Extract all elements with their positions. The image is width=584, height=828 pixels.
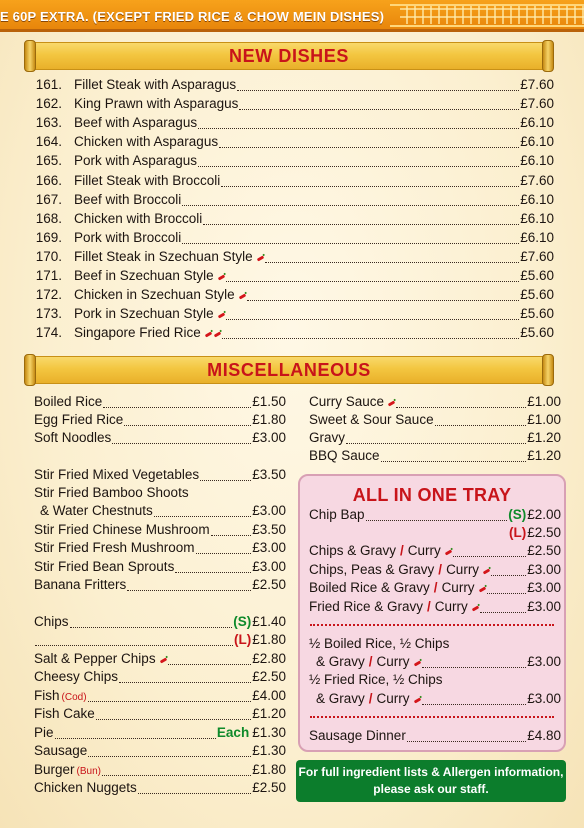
item-price: £7.60 — [520, 96, 554, 112]
item-name: Sweet & Sour Sauce — [309, 412, 434, 427]
item-price: £3.00 — [527, 580, 561, 595]
leader-dots — [35, 634, 233, 646]
item-note: (Bun) — [76, 766, 101, 777]
allergen-line-2: please ask our staff. — [373, 782, 489, 796]
list-item — [0, 411, 286, 430]
item-price: £2.50 — [252, 669, 286, 684]
list-item — [309, 727, 561, 746]
item-price: £2.50 — [252, 780, 286, 795]
leader-dots — [487, 582, 527, 594]
item-name: BBQ Sauce — [309, 448, 380, 463]
item-price: £6.10 — [520, 191, 554, 207]
leader-dots — [226, 308, 520, 320]
list-item — [309, 579, 561, 598]
item-name: ½ Boiled Rice, ½ Chips — [309, 636, 450, 651]
leader-dots — [182, 232, 519, 244]
chili-icon — [214, 332, 222, 338]
list-item — [0, 466, 286, 485]
list-item — [0, 324, 554, 343]
chili-icon — [388, 400, 396, 406]
item-name: Beef with Asparagus — [74, 115, 198, 131]
tray-divider — [310, 624, 554, 626]
leader-dots — [175, 561, 251, 573]
leader-dots — [154, 505, 251, 517]
item-price: £3.00 — [527, 654, 561, 669]
item-name: Pie — [34, 725, 54, 740]
item-price: £3.00 — [252, 540, 286, 555]
item-name: Soft Noodles — [34, 430, 112, 445]
leader-dots — [480, 601, 526, 613]
item-number: 161. — [35, 77, 62, 92]
item-name: Burger — [34, 762, 75, 777]
item-name: Beef with Broccoli — [74, 191, 182, 207]
allergen-line-1: For full ingredient lists & Allergen information, — [298, 765, 564, 779]
item-name: & Gravy — [316, 654, 365, 669]
item-name: & Gravy — [316, 691, 365, 706]
item-name: Fish — [34, 688, 60, 703]
list-item — [0, 191, 554, 210]
item-name: Curry — [407, 543, 441, 558]
chili-icon — [445, 549, 453, 555]
list-item — [0, 502, 286, 521]
item-number: 165. — [35, 153, 62, 169]
item-name: Chicken in Szechuan Style — [74, 287, 235, 303]
slash-separator: / — [433, 580, 438, 595]
section-title: MISCELLANEOUS — [207, 360, 371, 380]
item-price: £6.10 — [520, 229, 554, 245]
item-price: £6.10 — [520, 210, 554, 226]
leader-dots — [88, 690, 252, 702]
item-name: Chicken with Asparagus — [74, 134, 219, 150]
leader-dots — [138, 782, 251, 794]
item-name: Boiled Rice & Gravy — [309, 580, 430, 595]
leader-dots — [55, 727, 216, 739]
item-name: Chip Bap — [309, 507, 365, 522]
leader-dots — [222, 327, 519, 339]
item-price: £3.00 — [252, 430, 286, 445]
list-item — [0, 210, 554, 229]
item-name: Fillet Steak with Asparagus — [74, 77, 237, 92]
item-price: £1.30 — [252, 725, 286, 740]
list-item — [309, 598, 561, 617]
item-name: Stir Fried Bean Sprouts — [34, 559, 175, 574]
item-price: £3.00 — [527, 562, 561, 577]
leader-dots — [198, 117, 519, 129]
leader-dots — [237, 79, 519, 91]
leader-dots — [103, 396, 251, 408]
list-item — [0, 133, 554, 152]
list-item — [0, 229, 554, 248]
item-price: £5.60 — [520, 306, 554, 322]
item-name: Pork with Asparagus — [74, 153, 198, 169]
leader-dots — [102, 764, 251, 776]
item-name: Curry — [376, 691, 410, 706]
leader-dots — [127, 579, 251, 591]
section-title: NEW DISHES — [228, 46, 349, 66]
list-item — [0, 539, 286, 558]
item-name: King Prawn with Asparagus — [74, 96, 239, 112]
leader-dots — [435, 414, 527, 426]
item-name: Chips, Peas & Gravy — [309, 562, 435, 577]
item-name: Beef in Szechuan Style — [74, 268, 214, 283]
leader-dots — [381, 450, 527, 462]
item-name: Singapore Fried Rice — [74, 325, 201, 341]
list-item — [309, 447, 561, 466]
chili-icon — [238, 294, 246, 300]
item-number: 170. — [35, 248, 62, 264]
list-item — [0, 152, 554, 171]
list-item — [0, 76, 554, 95]
leader-dots — [239, 98, 519, 110]
item-name: Fillet Steak in Szechuan Style — [74, 248, 253, 264]
list-item — [0, 114, 554, 133]
list-item — [0, 521, 286, 540]
item-price: £2.50 — [252, 577, 286, 592]
list-item — [0, 613, 286, 632]
item-price: £3.00 — [252, 559, 286, 574]
size-label: (L) — [233, 632, 252, 647]
item-name: Fried Rice & Gravy — [309, 599, 424, 614]
list-item — [309, 506, 561, 525]
item-name: Fish Cake — [34, 706, 95, 721]
slash-separator: / — [368, 654, 373, 669]
list-item — [0, 286, 554, 305]
item-name: Gravy — [309, 430, 346, 445]
list-item — [0, 393, 286, 412]
item-number: 164. — [35, 134, 62, 150]
leader-dots — [124, 414, 251, 426]
item-price: £2.00 — [527, 507, 561, 522]
chili-icon — [256, 255, 264, 261]
list-item — [309, 653, 561, 672]
leader-dots — [182, 194, 519, 206]
item-name: Pork in Szechuan Style — [74, 306, 214, 322]
item-name: Banana Fritters — [34, 577, 127, 592]
item-price: £1.20 — [527, 430, 561, 445]
item-name: Egg Fried Rice — [34, 412, 124, 427]
item-name: & Water Chestnuts — [40, 503, 153, 518]
item-price: £1.30 — [252, 743, 286, 758]
list-item — [0, 172, 554, 191]
leader-dots — [221, 175, 519, 187]
leader-dots — [396, 396, 526, 408]
item-name: Sausage Dinner — [309, 728, 406, 743]
slash-separator: / — [427, 599, 431, 614]
item-price: £4.80 — [527, 728, 561, 743]
list-item — [309, 429, 561, 448]
leader-dots — [211, 524, 252, 536]
list-item — [0, 742, 286, 761]
item-name: Sausage — [34, 743, 88, 758]
item-price: £6.10 — [520, 134, 554, 150]
chili-icon — [478, 586, 486, 592]
leader-dots — [219, 136, 519, 148]
leader-dots — [407, 730, 526, 742]
item-number: 174. — [35, 325, 62, 341]
item-price: £5.60 — [520, 268, 554, 283]
item-price: £6.10 — [520, 115, 554, 131]
item-price: £1.80 — [252, 412, 286, 427]
list-item — [309, 411, 561, 430]
item-name: Chicken with Broccoli — [74, 210, 203, 226]
list-item — [309, 524, 561, 543]
fret-border — [390, 25, 584, 27]
list-item — [0, 576, 286, 595]
misc-header — [24, 354, 554, 386]
item-number: 169. — [35, 229, 62, 245]
list-item — [309, 690, 561, 709]
chili-icon — [413, 660, 421, 666]
item-price: £1.40 — [252, 614, 286, 629]
tray-title: ALL IN ONE TRAY — [352, 485, 512, 505]
item-name: Pork with Broccoli — [74, 229, 182, 245]
chili-icon — [217, 313, 225, 319]
leader-dots — [422, 693, 527, 705]
leader-dots — [196, 542, 252, 554]
list-item — [0, 779, 286, 798]
item-name: Chips & Gravy — [309, 543, 397, 558]
list-item — [0, 248, 554, 267]
list-item — [0, 558, 286, 577]
item-price: £3.00 — [527, 691, 561, 706]
allergen-notice — [296, 760, 566, 802]
item-number: 166. — [35, 172, 62, 188]
list-item — [309, 561, 561, 580]
fret-pattern — [400, 6, 584, 24]
item-price: £2.50 — [527, 525, 561, 540]
item-number: 168. — [35, 210, 62, 226]
item-number: 163. — [35, 115, 62, 131]
list-item — [0, 267, 554, 286]
item-name: Stir Fried Fresh Mushroom — [34, 540, 195, 555]
item-price: £7.60 — [520, 77, 554, 92]
item-price: £1.80 — [252, 762, 286, 777]
item-price: £1.20 — [527, 448, 561, 463]
item-number: 162. — [35, 96, 62, 112]
item-name: Chips — [34, 614, 69, 629]
chili-icon — [205, 332, 213, 338]
leader-dots — [203, 213, 519, 225]
item-name: Fillet Steak with Broccoli — [74, 172, 221, 188]
leader-dots — [265, 251, 520, 263]
item-price: £3.50 — [252, 467, 286, 482]
item-price: £7.60 — [520, 248, 554, 264]
item-number: 172. — [35, 287, 62, 303]
leader-dots — [247, 289, 520, 301]
item-price: £6.10 — [520, 153, 554, 169]
item-price: £3.50 — [252, 522, 286, 537]
leader-dots — [198, 155, 519, 167]
leader-dots — [88, 745, 251, 757]
list-item — [309, 542, 561, 561]
item-price: £1.20 — [252, 706, 286, 721]
chili-icon — [413, 697, 421, 703]
item-price: £2.50 — [527, 543, 561, 558]
item-price: £7.60 — [520, 172, 554, 188]
leader-dots — [119, 671, 251, 683]
list-item — [309, 671, 561, 690]
list-item — [0, 724, 286, 743]
list-item — [0, 95, 554, 114]
size-label: (S) — [233, 614, 252, 629]
list-item — [0, 705, 286, 724]
item-price: £3.00 — [527, 599, 561, 614]
chili-icon — [159, 657, 167, 663]
size-label: (L) — [508, 525, 527, 540]
leader-dots — [96, 708, 251, 720]
item-price: £5.60 — [520, 325, 554, 341]
item-name: Curry Sauce — [309, 394, 385, 409]
list-item — [0, 761, 286, 780]
item-name: Chicken Nuggets — [34, 780, 137, 795]
item-name: Cheesy Chips — [34, 669, 119, 684]
item-note: (Cod) — [61, 692, 87, 703]
item-name: Stir Fried Chinese Mushroom — [34, 522, 210, 537]
chili-icon — [217, 274, 225, 280]
each-label: Each — [216, 725, 250, 740]
leader-dots — [491, 564, 526, 576]
item-name: Stir Fried Bamboo Shoots — [34, 485, 189, 500]
list-item — [0, 484, 286, 503]
leader-dots — [168, 653, 252, 665]
list-item — [0, 305, 554, 324]
list-item — [309, 393, 561, 412]
item-name: Curry — [376, 654, 410, 669]
item-price: £1.00 — [527, 394, 561, 409]
list-item — [0, 429, 286, 448]
chili-icon — [472, 605, 480, 611]
new-dishes-header — [24, 40, 554, 72]
item-price: £2.80 — [252, 651, 286, 666]
top-banner — [0, 0, 584, 32]
list-item — [0, 631, 286, 650]
chili-icon — [483, 568, 491, 574]
item-number: 171. — [35, 268, 62, 283]
item-name: ½ Fried Rice, ½ Chips — [309, 672, 443, 687]
item-number: 173. — [35, 306, 62, 322]
item-price: £3.00 — [252, 503, 286, 518]
slash-separator: / — [438, 562, 443, 577]
list-item — [0, 650, 286, 669]
item-name: Curry — [434, 599, 468, 614]
item-name: Boiled Rice — [34, 394, 103, 409]
list-item — [0, 668, 286, 687]
tray-divider — [310, 716, 554, 718]
item-price: £1.50 — [252, 394, 286, 409]
slash-separator: / — [368, 691, 373, 706]
item-name: Curry — [441, 580, 475, 595]
leader-dots — [453, 545, 526, 557]
leader-dots — [346, 432, 526, 444]
leader-dots — [422, 656, 527, 668]
item-price: £1.00 — [527, 412, 561, 427]
item-price: £4.00 — [252, 688, 286, 703]
slash-separator: / — [400, 543, 404, 558]
top-banner-text: E 60P EXTRA. (EXCEPT FRIED RICE & CHOW MEIN DISHES) — [0, 9, 385, 24]
leader-dots — [112, 432, 251, 444]
leader-dots — [366, 509, 508, 521]
item-name: Salt & Pepper Chips — [34, 651, 156, 666]
item-name: Curry — [446, 562, 480, 577]
list-item — [0, 687, 286, 706]
leader-dots — [200, 469, 251, 481]
size-label: (S) — [508, 507, 527, 522]
item-name: Stir Fried Mixed Vegetables — [34, 467, 200, 482]
item-number: 167. — [35, 191, 62, 207]
leader-dots — [226, 270, 520, 282]
leader-dots — [70, 616, 233, 628]
item-price: £1.80 — [252, 632, 286, 647]
item-price: £5.60 — [520, 287, 554, 303]
list-item — [309, 635, 561, 654]
